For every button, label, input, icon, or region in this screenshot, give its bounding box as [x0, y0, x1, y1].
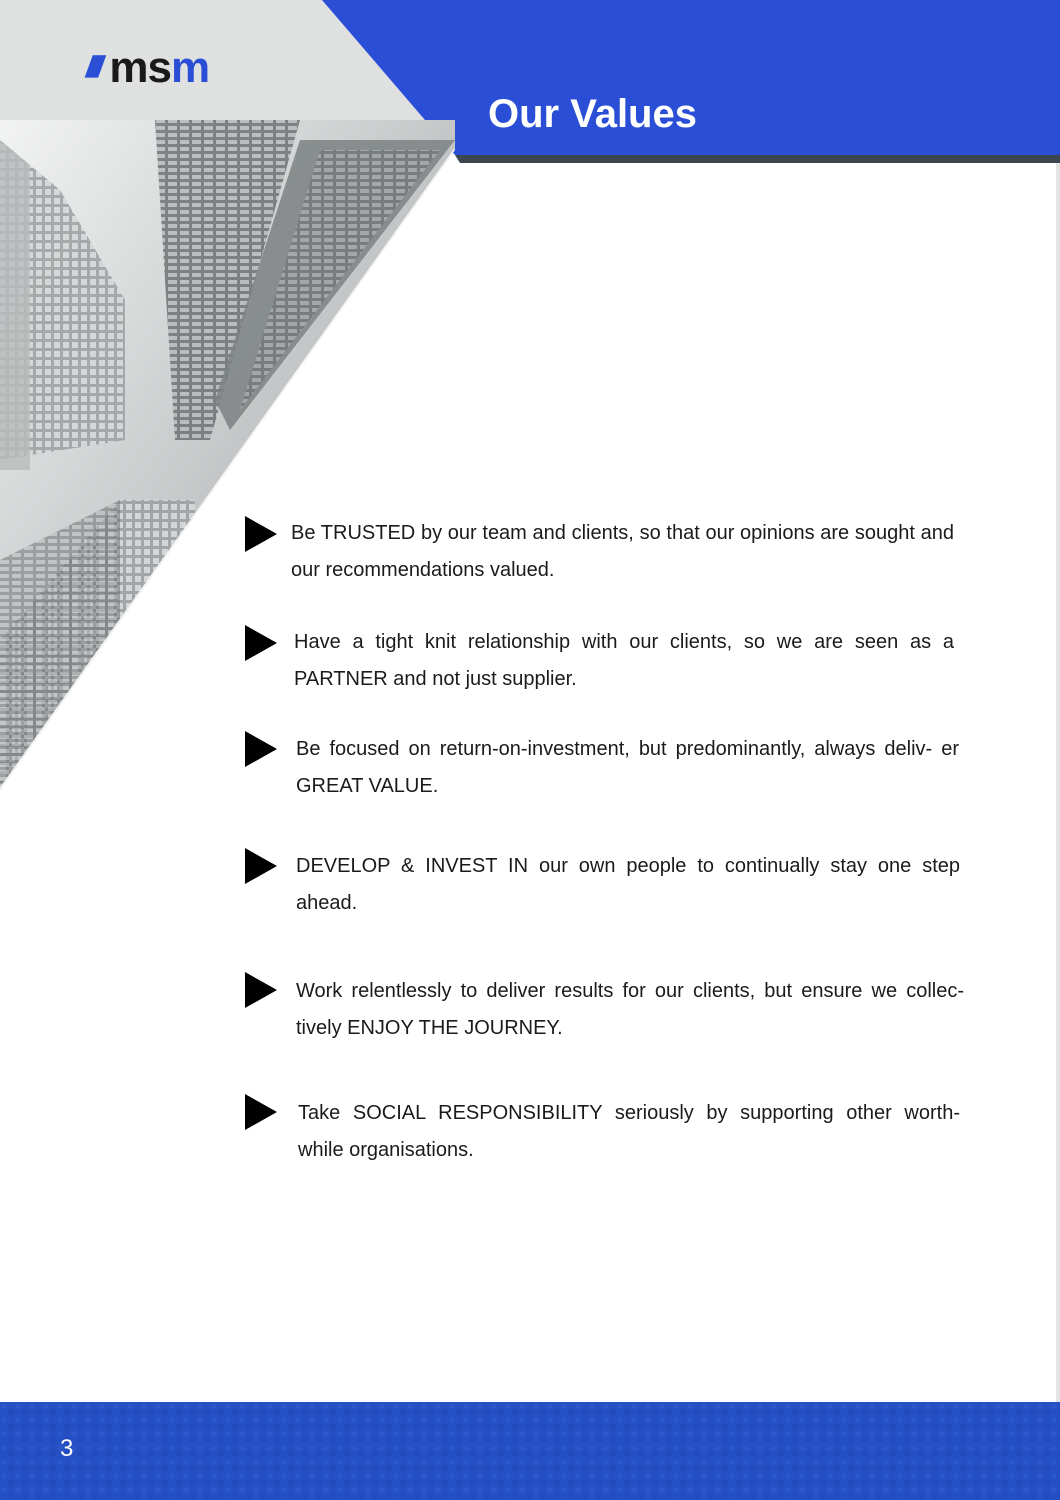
- triangle-bullet-icon: [245, 731, 277, 767]
- value-text: DEVELOP & INVEST IN our own people to continually stay one step ahead.: [296, 855, 960, 914]
- value-text: Have a tight knit relationship with our clients, so we are seen as a PARTNER and not just supplier.: [294, 631, 954, 690]
- triangle-bullet-icon: [245, 516, 277, 552]
- value-text: Work relentlessly to deliver results for our clients, but ensure we collec- tively ENJOY THE JOURNEY.: [296, 980, 964, 1039]
- triangle-bullet-icon: [245, 972, 277, 1008]
- page-title: Our Values: [488, 92, 697, 136]
- value-text: Take SOCIAL RESPONSIBILITY seriously by supporting other worth- while organisations.: [298, 1102, 960, 1161]
- triangle-bullet-icon: [245, 1094, 277, 1130]
- logo-text-part2: m: [170, 43, 210, 92]
- triangle-bullet-icon: [245, 625, 277, 661]
- value-text: Be focused on return-on-investment, but predominantly, always deliv- er GREAT VALUE.: [296, 738, 959, 797]
- triangle-bullet-icon: [245, 848, 277, 884]
- page-number: 3: [60, 1435, 74, 1462]
- logo-text-part1: ms: [109, 43, 171, 92]
- footer-band: [0, 1402, 1060, 1500]
- value-text: Be TRUSTED by our team and clients, so that our opinions are sought and our recommendations valued.: [291, 522, 954, 581]
- logo-slashes: ////: [83, 51, 103, 84]
